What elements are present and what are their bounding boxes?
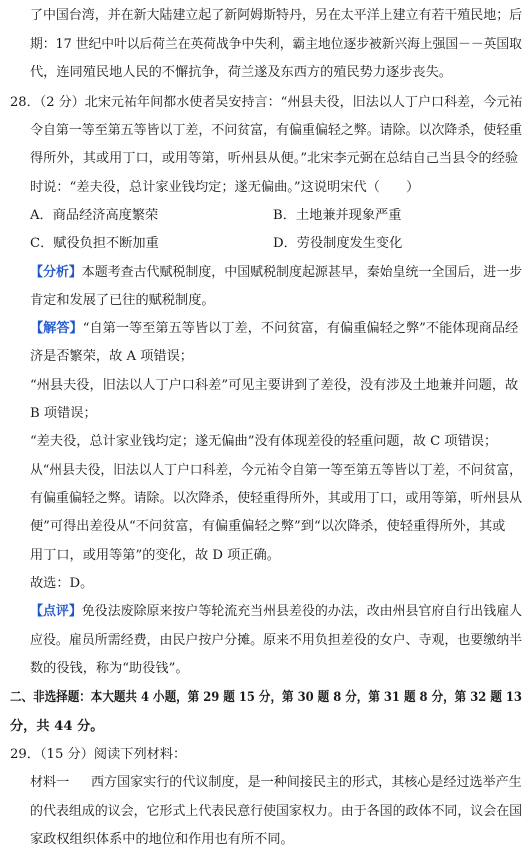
comment-tag: 【点评】 bbox=[30, 604, 82, 619]
question-stem: 北宋元祐年间都水使者吴安持言：“州县夫役，旧法以人丁户口科差，今元祐 bbox=[84, 95, 523, 110]
question-28-line-1 bbox=[10, 93, 522, 113]
material-text: 西方国家实行的代议制度，是一种间接民主的形式，其核心是经过选举产生 bbox=[90, 775, 522, 790]
question-score: （2 分） bbox=[39, 95, 85, 110]
question-28-line-4: 时说：“差夫役，总计家业钱均定；遂无偏曲。”这说明宋代（ ） bbox=[30, 180, 420, 195]
analysis-tag: 【分析】 bbox=[30, 265, 82, 280]
intro-line-1: 了中国台湾，并在新大陆建立起了新阿姆斯特丹，另在太平洋上建立有若干殖民地；后 bbox=[30, 8, 523, 23]
answer-line-9: 用丁口，或用等第”的变化，故 D 项正确。 bbox=[30, 548, 280, 563]
answer-tag: 【解答】 bbox=[30, 321, 83, 336]
question-29-line-1 bbox=[10, 745, 186, 765]
comment-line-3: 数的役钱，称为“助役钱”。 bbox=[30, 661, 189, 676]
comment-text: 免役法废除原来按户等轮流充当州县差役的办法，改由州县官府自行出钱雇人 bbox=[81, 604, 523, 619]
option-c: C．赋役负担不断加重 bbox=[30, 236, 159, 251]
intro-line-3: 代，连同殖民地人民的不懈抗争，荷兰遂及东西方的殖民势力逐步丧失。 bbox=[30, 65, 452, 80]
analysis-line-1 bbox=[30, 263, 522, 283]
answer-line-4: B 项错误； bbox=[30, 406, 97, 421]
question-number: 29． bbox=[10, 747, 40, 762]
section-heading-line-2: 分，共 44 分。 bbox=[10, 719, 104, 734]
analysis-text: 本题考查古代赋税制度，中国赋税制度起源甚早，秦始皇统一全国后，进一步 bbox=[81, 265, 523, 280]
answer-line-8: 便”可得出差役从“不问贫富，有偏重偏轻之弊”到“以次降杀，使轻重得所外，其或 bbox=[30, 519, 506, 534]
answer-text: “自第一等至第五等皆以丁差，不问贫富，有偏重偏轻之弊”不能体现商品经 bbox=[82, 321, 519, 336]
question-number: 28． bbox=[10, 95, 40, 110]
answer-line-1 bbox=[30, 319, 518, 339]
option-b: B．土地兼并现象严重 bbox=[273, 208, 402, 223]
material-line-2: 的代表组成的议会，它形式上代表民意行使国家权力。由于各国的政体不同，议会在国 bbox=[30, 804, 523, 819]
answer-line-2: 济是否繁荣，故 A 项错误； bbox=[30, 349, 193, 364]
question-28-line-3: 得所外，其或用丁口，或用等第，听州县从便。”北宋李元弼在总结自己当县令的经验 bbox=[30, 151, 519, 166]
option-a: A．商品经济高度繁荣 bbox=[30, 208, 159, 223]
answer-line-5: “差夫役，总计家业钱均定；遂无偏曲”没有体现差役的轻重问题，故 C 项错误； bbox=[30, 434, 498, 449]
final-choice: 故选：D。 bbox=[30, 576, 94, 591]
question-28-line-2: 令自第一等至第五等皆以丁差，不问贫富，有偏重偏轻之弊。请除。以次降杀，使轻重 bbox=[30, 123, 523, 138]
answer-line-7: 有偏重偏轻之弊。请除。以次降杀，使轻重得所外，其或用丁口，或用等第，听州县从 bbox=[30, 491, 523, 506]
intro-line-2: 期：17 世纪中叶以后荷兰在英荷战争中失利，霸主地位逐步被新兴海上强国－－英国取 bbox=[30, 37, 522, 52]
option-d: D．劳役制度发生变化 bbox=[273, 236, 403, 251]
material-line-1 bbox=[30, 773, 522, 793]
question-score: （15 分） bbox=[39, 747, 94, 762]
section-heading-line-1: 二、非选择题：本大题共 4 小题，第 29 题 15 分，第 30 题 8 分，第 31 题 8 分，第 32 题 13 bbox=[10, 690, 522, 705]
answer-line-6: 从“州县夫役，旧法以人丁户口科差，今元祐令自第一等至第五等皆以丁差，不问贫富， bbox=[30, 463, 522, 478]
answer-line-3: “州县夫役，旧法以人丁户口科差”可见主要讲到了差役，没有涉及土地兼并问题，故 bbox=[30, 378, 519, 393]
analysis-line-2: 肯定和发展了已往的赋税制度。 bbox=[30, 293, 215, 308]
material-label: 材料一 bbox=[30, 775, 70, 790]
material-line-3: 家政权组织体系中的地位和作用也有所不同。 bbox=[30, 832, 294, 847]
comment-line-2: 应役。雇员所需经费，由民户按户分摊。原来不用负担差役的女户、寺观，也要缴纳半 bbox=[30, 633, 523, 648]
comment-line-1 bbox=[30, 602, 522, 622]
question-prompt: 阅读下列材料： bbox=[93, 747, 187, 762]
